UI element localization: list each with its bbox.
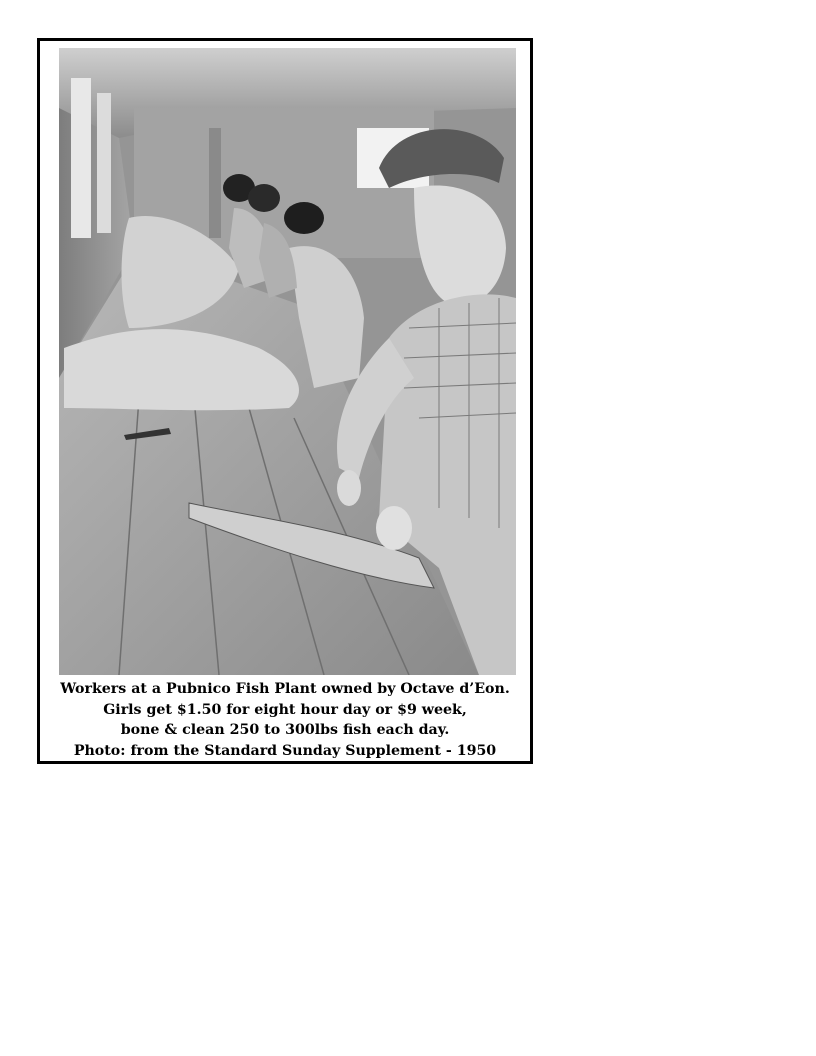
caption-line-3: bone & clean 250 to 300lbs fish each day. — [120, 722, 450, 738]
photo-caption — [40, 679, 530, 761]
caption-line-2: Girls get $1.50 for eight hour day or $9 week, — [103, 701, 467, 718]
caption-line-4: Photo: from the Standard Sunday Supplement - 1950 — [73, 742, 497, 759]
caption-line-1: Workers at a Pubnico Fish Plant owned by Octave d’Eon. — [60, 681, 510, 697]
fish-plant-photo — [59, 48, 516, 675]
photo-illustration — [59, 48, 516, 675]
photo-frame — [37, 38, 533, 764]
